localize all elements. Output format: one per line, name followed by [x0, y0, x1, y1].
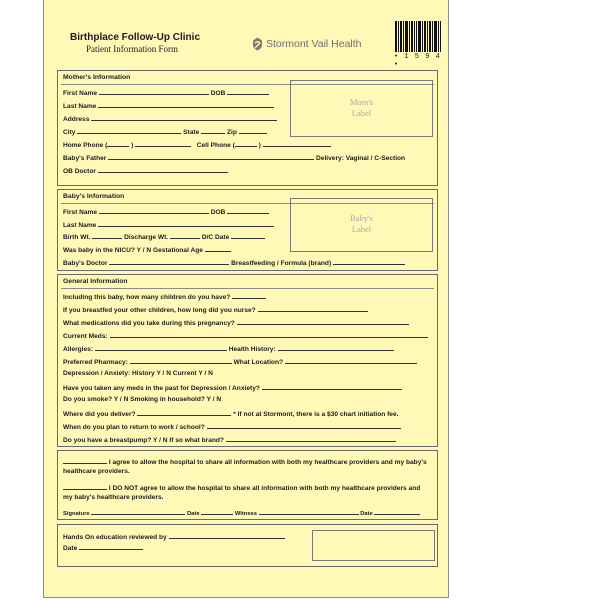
consent-section [57, 450, 438, 520]
section-title: Mother's Information [63, 74, 131, 81]
mother-phone-field[interactable]: Home Phone ( ) Cell Phone ( ) [63, 140, 331, 149]
mother-ob-doctor-field[interactable]: OB Doctor [63, 166, 228, 175]
education-section [57, 524, 438, 567]
return-to-work-field[interactable]: When do you plan to return to work / school? [63, 422, 401, 431]
signature-row[interactable]: Signature Date Witness Date [63, 508, 420, 517]
barcode-number: • 1 5 9 4 • [394, 53, 441, 69]
education-reviewed-field[interactable]: Hands On education reviewed by [63, 532, 285, 541]
mother-address-field[interactable]: Address [63, 114, 277, 123]
form-name: Patient Information Form [86, 44, 178, 54]
pregnancy-medications-field[interactable]: What medications did you take during this pregnancy? [63, 318, 409, 327]
depression-anxiety-field[interactable]: Depression / Anxiety: History Y / N Current Y / N [63, 370, 213, 377]
baby-nicu-field[interactable]: Was baby in the NICU? Y / N Gestational Age [63, 245, 231, 254]
logo-text: Stormont Vail Health [266, 38, 362, 50]
delivery-location-field[interactable]: Where did you deliver? * If not at Stormont, there is a $30 chart initiation fee. [63, 411, 399, 418]
education-stamp-box [312, 530, 435, 561]
form-sheet [43, 0, 449, 598]
consent-disagree-field[interactable]: I DO NOT agree to allow the hospital to share all information with both my healthcare providers and my baby's healthcare providers. [63, 485, 421, 501]
baby-last-name-field[interactable]: Last Name [63, 220, 274, 229]
section-title: General Information [63, 278, 128, 285]
baby-doctor-feeding-field[interactable]: Baby's Doctor Breastfeeding / Formula (brand) [63, 258, 405, 267]
mother-last-name-field[interactable]: Last Name [63, 101, 274, 110]
current-meds-field[interactable]: Current Meds: [63, 331, 428, 340]
mother-city-state-zip-field[interactable]: City State Zip [63, 127, 267, 136]
logo [252, 37, 362, 51]
breastpump-field[interactable]: Do you have a breastpump? Y / N If so what brand? [63, 435, 396, 444]
consent-agree-field[interactable]: I agree to allow the hospital to share all information with both my healthcare providers and my baby's healthcare providers. [63, 459, 427, 475]
baby-weights-field[interactable]: Birth Wt. Discharge Wt. D/C Date [63, 232, 265, 241]
education-date-field[interactable]: Date [63, 543, 143, 552]
depression-meds-field[interactable]: Have you taken any meds in the past for Depression / Anxiety? [63, 383, 402, 392]
section-title: Baby's Information [63, 193, 125, 200]
clinic-name: Birthplace Follow-Up Clinic [70, 32, 201, 43]
babys-info-section [57, 189, 438, 271]
smoking-field[interactable]: Do you smoke? Y / N Smoking in household? Y / N [63, 396, 222, 403]
stormont-vail-shield-icon [252, 37, 263, 51]
children-count-field[interactable]: Including this baby, how many children do you have? [63, 292, 266, 301]
mothers-info-section [57, 70, 438, 186]
pharmacy-field[interactable]: Preferred Pharmacy: What Location? [63, 357, 417, 366]
moms-label-box: Mom's Label [290, 80, 433, 137]
mother-first-name-field[interactable]: First Name DOB [63, 88, 269, 97]
general-info-section [57, 274, 438, 447]
babys-label-box: Baby's Label [290, 198, 433, 252]
barcode [395, 21, 441, 52]
baby-first-name-field[interactable]: First Name DOB [63, 207, 269, 216]
mother-babys-father-field[interactable]: Baby's Father Delivery: Vaginal / C-Section [63, 155, 406, 162]
allergies-health-history-field[interactable]: Allergies: Health History: [63, 344, 394, 353]
breastfed-duration-field[interactable]: If you breastfed your other children, how long did you nurse? [63, 305, 368, 314]
